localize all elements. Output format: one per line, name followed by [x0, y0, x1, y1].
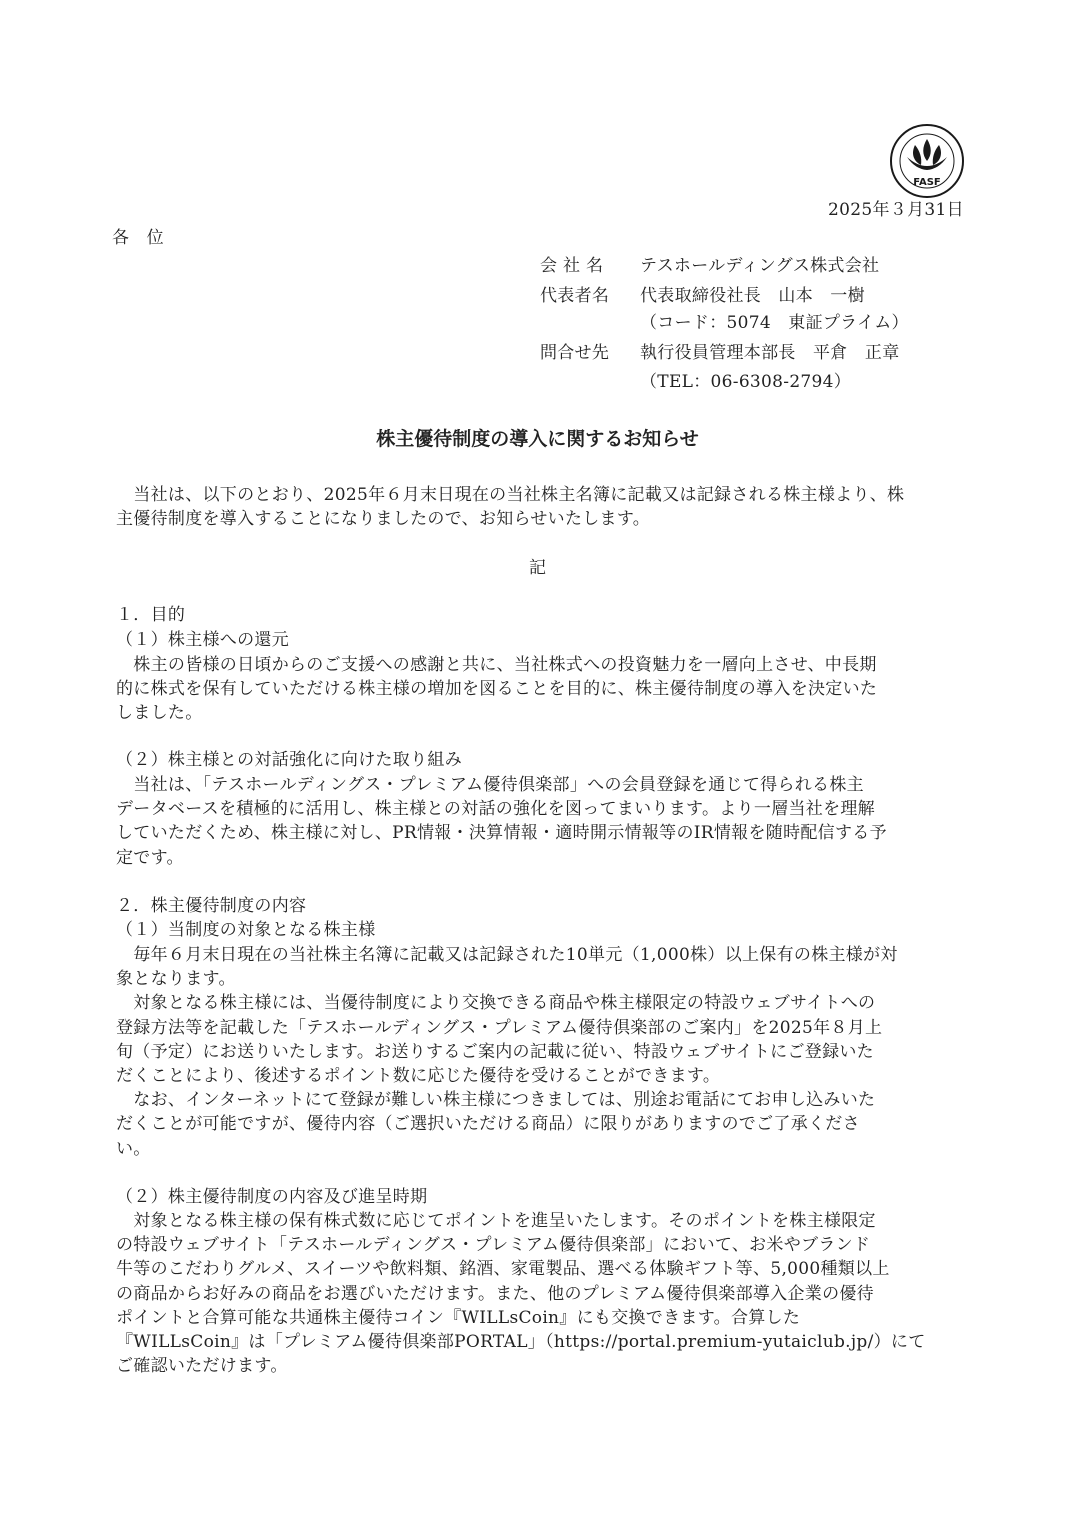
- body-line: の特設ウェブサイト「テスホールディングス・プレミアム優待倶楽部」において、お米やブランド: [116, 1235, 871, 1256]
- body-line: の商品からお好みの商品をお選びいただけます。また、他のプレミアム優待倶楽部導入企業の優待: [116, 1283, 874, 1304]
- section-1-1-body: [116, 653, 968, 726]
- body-line: 対象となる株主様には、当優待制度により交換できる商品や株主様限定の特設ウェブサイトへの: [116, 993, 876, 1014]
- section-1-heading: １．目的: [116, 605, 186, 625]
- body-line: 株主の皆様の日頃からのご支援への感謝と共に、当社株式への投資魅力を一層向上させ、中長期: [116, 655, 877, 675]
- section-1-2-body: [116, 773, 968, 870]
- body-line: ご確認いただけます。: [116, 1356, 288, 1377]
- fasf-logo-text: FASF: [913, 177, 941, 188]
- section-2-heading: ２．株主優待制度の内容: [116, 896, 307, 916]
- body-line: だくことが可能ですが、優待内容（ご選択いただける商品）に限りがありますのでご了承くださ: [116, 1114, 860, 1135]
- intro-line: 主優待制度を導入することになりましたので、お知らせいたします。: [116, 509, 651, 530]
- intro-paragraph: [116, 483, 968, 531]
- stock-code: （コード：5074 東証プライム）: [640, 313, 909, 333]
- body-line: ポイントと合算可能な共通株主優待コイン『WILLsCoin』にも交換できます。合算した: [116, 1307, 801, 1328]
- ki-marker: 記: [529, 558, 546, 578]
- section-2-1-body: [116, 943, 968, 1161]
- intro-line: 当社は、以下のとおり、2025年６月末日現在の当社株主名簿に記載又は記録される株主様より、株: [116, 485, 905, 505]
- body-line: 的に株式を保有していただける株主様の増加を図ることを目的に、株主優待制度の導入を決定いた: [116, 679, 878, 700]
- body-line: 定です。: [116, 847, 184, 868]
- section-2-2-heading: （２）株主優待制度の内容及び進呈時期: [116, 1187, 428, 1207]
- body-line: していただくため、株主様に対し、PR情報・決算情報・適時開示情報等のIR情報を随時配信する予: [116, 823, 887, 844]
- body-line: 登録方法等を記載した「テスホールディングス・プレミアム優待倶楽部のご案内」を2025年８月上: [116, 1017, 883, 1038]
- body-line: 牛等のこだわりグルメ、スイーツや飲料類、銘酒、家電製品、選べる体験ギフト等、5,000種類以上: [116, 1259, 890, 1280]
- representative: 代表取締役社長 山本 一樹: [640, 286, 865, 306]
- section-1-1-heading: （１）株主様への還元: [116, 630, 289, 650]
- contact-tel: （TEL：06-6308-2794）: [640, 372, 852, 392]
- company-name: テスホールディングス株式会社: [640, 256, 880, 276]
- body-line: データベースを積極的に活用し、株主様との対話の強化を図ってまいります。より一層当社を理解: [116, 799, 875, 820]
- representative-label: 代表者名: [540, 286, 610, 306]
- contact-label: 問合せ先: [540, 343, 610, 363]
- fasf-logo: [889, 123, 965, 199]
- body-line: 対象となる株主様の保有株式数に応じてポイントを進呈いたします。そのポイントを株主様限定: [116, 1211, 876, 1231]
- contact-person: 執行役員管理本部長 平倉 正章: [640, 343, 900, 363]
- body-line: 旬（予定）にお送りいたします。お送りするご案内の記載に従い、特設ウェブサイトにご登録いた: [116, 1041, 874, 1062]
- body-line: い。: [116, 1138, 151, 1159]
- body-line: 当社は、「テスホールディングス・プレミアム優待倶楽部」への会員登録を通じて得られる株主: [116, 775, 864, 795]
- document-date: 2025年３月31日: [828, 200, 964, 220]
- page-title: 株主優待制度の導入に関するお知らせ: [376, 428, 699, 450]
- body-line: 象となります。: [116, 969, 236, 990]
- body-line: だくことにより、後述するポイント数に応じた優待を受けることができます。: [116, 1066, 721, 1087]
- section-1-2-heading: （２）株主様との対話強化に向けた取り組み: [116, 750, 462, 770]
- company-name-label: 会 社 名: [540, 256, 604, 276]
- body-line: 『WILLsCoin』は「プレミアム優待倶楽部PORTAL」（https://portal.premium-yutaiclub.jp/）にて: [116, 1332, 926, 1353]
- body-line: しました。: [116, 703, 203, 724]
- addressee: 各 位: [112, 228, 164, 248]
- body-line: 毎年６月末日現在の当社株主名簿に記載又は記録された10単元（1,000株）以上保有の株主様が対: [116, 945, 898, 965]
- section-2-1-heading: （１）当制度の対象となる株主様: [116, 920, 376, 940]
- body-line: なお、インターネットにて登録が難しい株主様につきましては、別途お電話にてお申し込みいた: [116, 1090, 876, 1111]
- section-2-2-body: [116, 1209, 968, 1378]
